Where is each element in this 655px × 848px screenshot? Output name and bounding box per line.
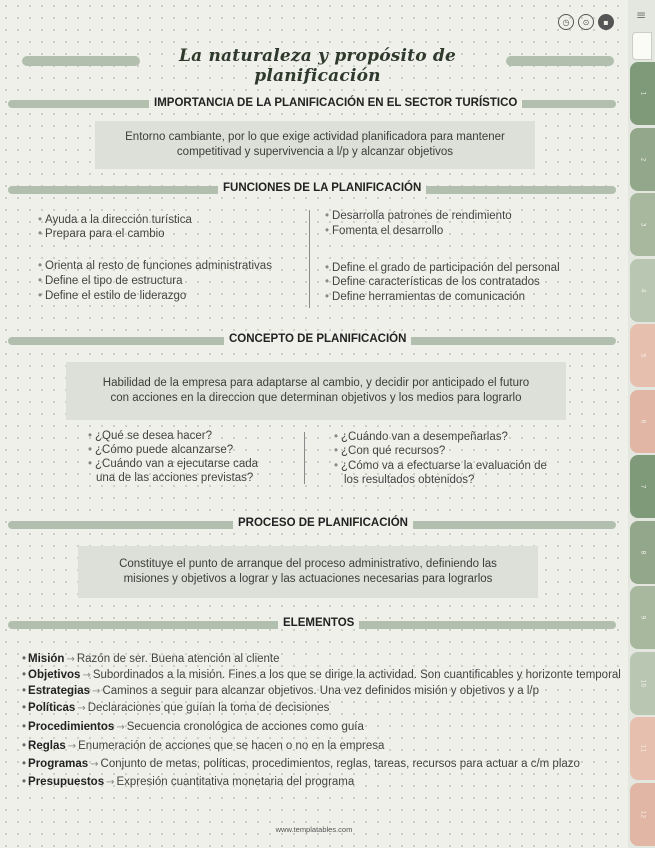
menu-icon[interactable]: ≡ [635, 8, 647, 22]
tab-label: 1 [638, 91, 646, 96]
section4-heading: PROCESO DE PLANIFICACIÓN [233, 517, 413, 529]
tab-9[interactable] [630, 586, 655, 649]
section4-line: Constituye el punto de arranque del proceso administrativo, definiendo las [119, 558, 497, 570]
top-toolbar [558, 14, 614, 30]
home-tab[interactable] [632, 32, 652, 60]
tab-label: 2 [638, 157, 646, 161]
function-item: • Orienta al resto de funciones administrativas [38, 260, 272, 272]
bookmark-icon[interactable]: ▪ [598, 14, 614, 30]
element-row: • Estrategias → Caminos a seguir para alcanzar objetivos. Una vez definidos misión y objetivos y a l/p [22, 685, 540, 697]
section5-heading: ELEMENTOS [278, 617, 359, 629]
tab-12[interactable] [630, 783, 655, 846]
question-item: • ¿Con qué recursos? [334, 445, 446, 457]
question-item: • ¿Cuándo van a ejecutarse cada [88, 458, 259, 470]
question-item: • ¿Qué se desea hacer? [88, 430, 213, 442]
function-item: • Define el grado de participación del personal [325, 262, 560, 274]
element-row: • Políticas → Declaraciones que guían la toma de decisiones [22, 702, 330, 714]
tab-label: 5 [638, 353, 646, 358]
tab-10[interactable] [630, 652, 655, 715]
function-item: • Desarrolla patrones de rendimiento [325, 210, 512, 222]
tab-label: 4 [638, 288, 646, 292]
page-title: La naturaleza y propósito de planificación [179, 46, 456, 86]
section1-heading: IMPORTANCIA DE LA PLANIFICACIÓN EN EL SECTOR TURÍSTICO [149, 97, 522, 109]
function-item: • Define el estilo de liderazgo [38, 290, 187, 302]
clock-icon[interactable]: ◷ [558, 14, 574, 30]
function-item: • Prepara para el cambio [38, 228, 165, 240]
tab-label: 8 [638, 550, 646, 554]
element-row: • Presupuestos → Expresión cuantitativa monetaria del programa [22, 776, 355, 788]
tab-8[interactable] [630, 521, 655, 584]
question-item: una de las acciones previstas? [96, 472, 254, 484]
tab-7[interactable] [630, 455, 655, 518]
info-icon[interactable]: ⊙ [578, 14, 594, 30]
section3-line: con acciones en la direccion que determinan objetivos y los medios para lograrlo [110, 392, 522, 404]
tab-label: 6 [638, 419, 646, 423]
element-row: • Misión → Razón de ser. Buena atención al cliente [22, 653, 280, 665]
element-row: • Programas → Conjunto de metas, políticas, procedimientos, reglas, tareas, recursos para actuar a c/m plazo [22, 758, 580, 770]
section1-line: Entorno cambiante, por lo que exige actividad planificadora para mantener [125, 131, 505, 143]
tab-1[interactable] [630, 62, 655, 125]
section4-line: misiones y objetivos a lograr y las actuaciones necesarias para lograrlos [123, 573, 493, 585]
footer-url: www.templatables.com [275, 825, 353, 834]
section4-box [78, 546, 538, 598]
tab-label: 12 [638, 810, 646, 818]
tab-2[interactable] [630, 128, 655, 191]
function-item: • Define el tipo de estructura [38, 275, 183, 287]
section1-box [95, 121, 535, 169]
tab-11[interactable] [630, 717, 655, 780]
title-bar-right [506, 56, 614, 66]
tab-6[interactable] [630, 390, 655, 453]
tab-label: 3 [638, 222, 646, 227]
title-bar-left [22, 56, 140, 66]
tab-4[interactable] [630, 259, 655, 322]
element-row: • Procedimientos → Secuencia cronológica de acciones como guía [22, 721, 364, 733]
function-item: • Ayuda a la dirección turística [38, 214, 192, 226]
tab-5[interactable] [630, 324, 655, 387]
section3-divider [304, 432, 305, 484]
question-item: los resultados obtenidos? [344, 474, 475, 486]
tab-3[interactable] [630, 193, 655, 256]
section2-heading: FUNCIONES DE LA PLANIFICACIÓN [218, 182, 426, 194]
section2-divider [309, 210, 310, 308]
function-item: • Define características de los contratados [325, 276, 540, 288]
section1-line: competitivad y supervivencia a l/p y alcanzar objetivos [176, 146, 454, 158]
function-item: • Fomenta el desarrollo [325, 225, 444, 237]
element-row: • Objetivos → Subordinados a la misión. Fines a los que se dirige la actividad. Son cuantificables y horizonte temporal [22, 669, 621, 681]
tab-label: 10 [638, 679, 646, 687]
section3-box [66, 362, 566, 420]
tab-label: 11 [638, 744, 646, 753]
function-item: • Define herramientas de comunicación [325, 291, 526, 303]
section3-heading: CONCEPTO DE PLANIFICACIÓN [224, 333, 411, 345]
tab-label: 9 [638, 615, 646, 620]
element-row: • Reglas → Enumeración de acciones que se hacen o no en la empresa [22, 740, 385, 752]
tab-label: 7 [638, 484, 646, 489]
question-item: • ¿Cómo puede alcanzarse? [88, 444, 234, 456]
question-item: • ¿Cuándo van a desempeñarlas? [334, 431, 508, 443]
question-item: • ¿Cómo va a efectuarse la evaluación de [334, 460, 547, 472]
section3-line: Habilidad de la empresa para adaptarse al cambio, y decidir por anticipado el futuro [102, 377, 530, 389]
